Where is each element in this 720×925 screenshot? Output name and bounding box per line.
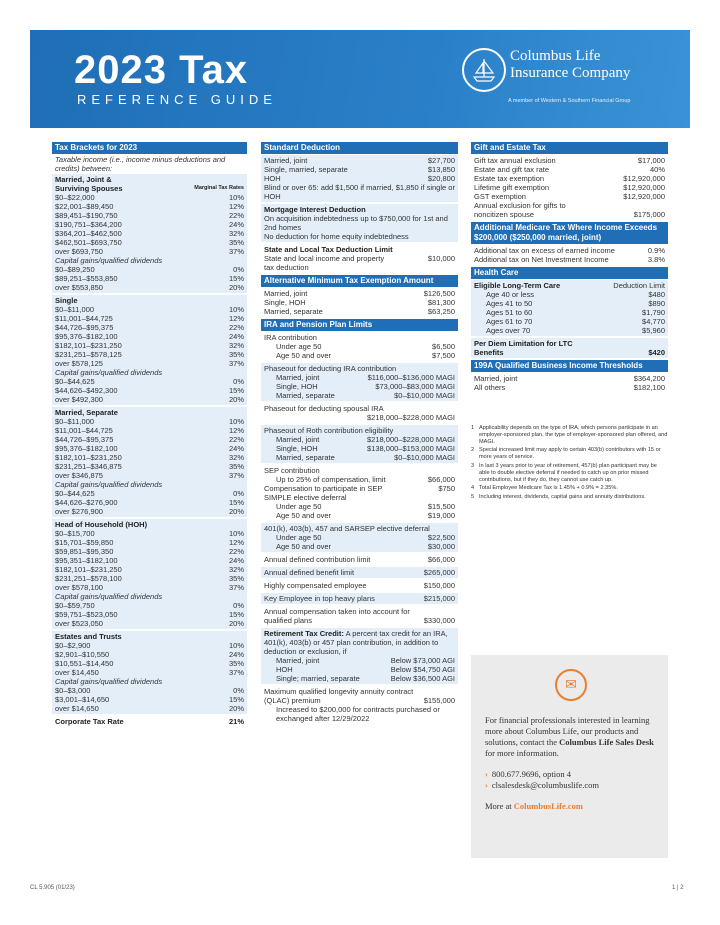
value-row: over $14,650 20% (55, 704, 244, 713)
company-tagline: A member of Western & Southern Financial Group (508, 98, 631, 104)
bracket-group (52, 174, 247, 293)
value-row: $0–$11,000 10% (55, 417, 244, 426)
value-row: $59,751–$523,050 15% (55, 610, 244, 619)
value-row: Under age 50 $22,500 (276, 533, 455, 542)
value-row: $190,751–$364,200 24% (55, 220, 244, 229)
comp-label: Annual compensation taken into account for qualified plans (264, 607, 410, 625)
bracket-group (52, 407, 247, 517)
footnote: 3 In last 3 years prior to year of retirement, 457(b) plan participant may be able to double elective deferral if needed to catch up on prior missed contributions, but if they do, they cannot use catch up. (471, 462, 657, 483)
value-row: Estate tax exemption $12,920,000 (474, 174, 665, 183)
gift-annual-label: Annual exclusion for gifts to noncitizen spouse (474, 201, 566, 219)
retirement-credit-title: Retirement Tax Credit: (264, 629, 344, 638)
capital-gains-label: Capital gains/qualified dividends (55, 480, 163, 489)
sep-label: SEP contribution (264, 466, 320, 475)
gift-health-column (471, 142, 668, 503)
value-row: Age 50 and over $19,000 (276, 511, 455, 520)
footnote: 5 Including interest, dividends, capital gains and annuity distributions. (471, 494, 646, 501)
value-row: $0–$3,000 0% (55, 686, 244, 695)
value-row: $182,101–$231,250 32% (55, 453, 244, 462)
value-row: Age 50 and over $30,000 (276, 542, 455, 551)
value-row: $364,201–$462,500 32% (55, 229, 244, 238)
value-row: Estate and gift tax rate 40% (474, 165, 665, 174)
value-row: All others $182,100 (474, 383, 665, 392)
value-row: Under age 50 $15,500 (276, 502, 455, 511)
footnote-number: 1 (471, 425, 475, 431)
value-row: $462,501–$693,750 35% (55, 238, 244, 247)
standard-deduction-header: Standard Deduction (261, 142, 458, 154)
amt-header: Alternative Minimum Tax Exemption Amount (261, 275, 458, 287)
value-row: Single, married, separate $13,850 (264, 165, 455, 174)
value-row: Ages 51 to 60 $1,790 (486, 308, 665, 317)
value-row: over $276,900 20% (55, 507, 244, 516)
spousal-phaseout-block (261, 403, 458, 423)
value-row: Annual defined benefit limit $265,000 (264, 568, 455, 577)
k401-label: 401(k), 403(b), 457 and SARSEP elective deferral (264, 524, 430, 533)
sep-row: Up to 25% of compensation, limit $66,000 (276, 475, 455, 484)
value-row: HOH Below $54,750 AGI (276, 665, 455, 674)
capital-gains-label: Capital gains/qualified dividends (55, 256, 163, 265)
arrow-icon: › (485, 780, 488, 790)
marginal-rates-label: Marginal Tax Rates (194, 185, 244, 191)
salt-row: State and local income and property tax deduction $10,000 (264, 254, 455, 272)
value-row: $95,351–$182,100 24% (55, 556, 244, 565)
deductions-column (261, 142, 458, 726)
perdiem-label: Per Diem Limitation for LTC Benefits (474, 339, 573, 357)
qlac-value: $155,000 (423, 696, 455, 705)
roth-phaseout-label: Phaseout of Roth contribution eligibility (264, 426, 394, 435)
value-row: Annual defined contribution limit $66,000 (264, 555, 455, 564)
arrow-icon: › (485, 769, 488, 779)
value-row: Ages 61 to 70 $4,770 (486, 317, 665, 326)
value-row: over $346,875 37% (55, 471, 244, 480)
mortgage-line-1: On acquisition indebtedness up to $750,000 for 1st and 2nd homes (264, 214, 448, 232)
value-row: Gift tax annual exclusion $17,000 (474, 156, 665, 165)
value-row: $22,001–$89,450 12% (55, 202, 244, 211)
bracket-group (52, 631, 247, 714)
value-row: $44,626–$276,900 15% (55, 498, 244, 507)
value-row: over $14,450 37% (55, 668, 244, 677)
value-row: $182,101–$231,250 32% (55, 565, 244, 574)
roth-phaseout-block (261, 425, 458, 463)
brackets-intro: Taxable income (i.e., income minus deductions and credits) between: (55, 155, 226, 173)
ltc-label: Eligible Long-Term Care (474, 281, 561, 290)
value-row: over $578,125 37% (55, 359, 244, 368)
value-row: $44,726–$95,375 22% (55, 323, 244, 332)
comp-value: $330,000 (423, 616, 455, 625)
footnote-number: 5 (471, 494, 475, 501)
qlac-block (261, 686, 458, 724)
retirement-credit-block (261, 628, 458, 684)
value-row: $231,251–$578,100 35% (55, 574, 244, 583)
footnote: 2 Special increased limit may apply to certain 403(b) contributors with 15 or more years of service. (471, 447, 661, 461)
website-link[interactable]: ColumbusLife.com (513, 801, 583, 811)
value-row: Lifetime gift exemption $12,920,000 (474, 183, 665, 192)
page-number: 1 | 2 (672, 885, 684, 891)
contact-icon: ✉ (555, 669, 587, 701)
tax-brackets-column (52, 142, 247, 727)
retirement-credit-text: A percent tax credit for an IRA, 401(k), 403(b) or 457 plan contribution, in addition to deduction or exclusion, if (264, 629, 448, 656)
value-row: Married, separate $63,250 (264, 307, 455, 316)
form-number: CL 5.905 (01/23) (30, 885, 75, 891)
bracket-group-title: Single (55, 296, 78, 305)
value-row: Married, joint $218,000–$228,000 MAGI (276, 435, 455, 444)
bracket-group (52, 295, 247, 405)
value-row: Ages 41 to 50 $890 (486, 299, 665, 308)
footnote: 4 Total Employee Medicare Tax is 1.45% + 0.9% = 2.35%. (471, 485, 618, 492)
capital-gains-label: Capital gains/qualified dividends (55, 677, 163, 686)
value-row: Additional tax on excess of earned income 0.9% (474, 246, 665, 255)
ltc-col-label: Deduction Limit (613, 281, 665, 290)
value-row: Single, HOH $81,300 (264, 298, 455, 307)
value-row: over $578,100 37% (55, 583, 244, 592)
email-row[interactable] (485, 780, 655, 791)
sep-comp-row: Compensation to participate in SEP $750 (264, 484, 455, 493)
email-link[interactable]: clsalesdesk@columbuslife.com (491, 780, 600, 790)
value-row: $15,701–$59,850 12% (55, 538, 244, 547)
ira-phaseout-label: Phaseout for deducting IRA contribution (264, 364, 397, 373)
limit-block (261, 567, 458, 578)
value-row: $59,851–$95,350 22% (55, 547, 244, 556)
value-row: GST exemption $12,920,000 (474, 192, 665, 201)
bracket-group-title: Married, Joint & Surviving Spouses Marginal Tax Rates (55, 175, 244, 193)
value-row: $44,726–$95,375 22% (55, 435, 244, 444)
footnote-number: 4 (471, 485, 475, 492)
capital-gains-label: Capital gains/qualified dividends (55, 368, 163, 377)
promo-text: For financial professionals interested in learning more about Columbus Life, our products and solutions, contact the (485, 715, 650, 747)
value-row: over $492,300 20% (55, 395, 244, 404)
value-row: $231,251–$578,125 35% (55, 350, 244, 359)
value-row: Married, joint $27,700 (264, 156, 455, 165)
medicare-header: Additional Medicare Tax Where Income Exceeds $200,000 ($250,000 married, joint) (471, 222, 668, 244)
value-row: $11,001–$44,725 12% (55, 314, 244, 323)
footnotes (471, 425, 668, 501)
value-row: Married, joint $116,000–$136,000 MAGI (276, 373, 455, 382)
value-row: $231,251–$346,875 35% (55, 462, 244, 471)
value-row: over $523,050 20% (55, 619, 244, 628)
bracket-group-title: Married, Separate (55, 408, 118, 417)
bracket-groups (52, 174, 247, 714)
capital-gains-label: Capital gains/qualified dividends (55, 592, 163, 601)
sales-desk-promo (471, 655, 668, 858)
gift-annual-value: $175,000 (633, 210, 665, 219)
qlac-label: Maximum qualified longevity annuity contract (QLAC) premium (264, 687, 414, 705)
corporate-tax-row: Corporate Tax Rate 21% (55, 717, 244, 726)
footnote: 1 Applicability depends on the type of IRA, which persons participate in an employer-sponsored plan, the type of employer-sponsored plan offered, and MAGI. (471, 425, 668, 445)
k401-block (261, 523, 458, 552)
ira-phaseout-block (261, 363, 458, 401)
company-name: Columbus Life Insurance Company (510, 48, 631, 81)
value-row: Age 40 or less $480 (486, 290, 665, 299)
perdiem-value: $420 (648, 348, 665, 357)
qbi-block (471, 373, 668, 393)
qlac-note: Increased to $200,000 for contracts purchased or exchanged after 12/29/2022 (276, 705, 440, 723)
value-row: $11,001–$44,725 12% (55, 426, 244, 435)
perdiem-block (471, 338, 668, 358)
mortgage-line-2: No deduction for home equity indebtedness (264, 232, 409, 241)
value-row: over $693,750 37% (55, 247, 244, 256)
page-subtitle: REFERENCE GUIDE (77, 92, 277, 107)
phone-link[interactable]: 800.677.9696, option 4 (491, 769, 571, 779)
salt-title: State and Local Tax Deduction Limit (264, 245, 393, 254)
gift-header: Gift and Estate Tax (471, 142, 668, 154)
spousal-phaseout-label: Phaseout for deducting spousal IRA (264, 404, 384, 413)
value-row: $89,451–$190,750 22% (55, 211, 244, 220)
value-row: $0–$59,750 0% (55, 601, 244, 610)
value-row: Highly compensated employee $150,000 (264, 581, 455, 590)
value-row: Single, HOH $138,000–$153,000 MAGI (276, 444, 455, 453)
limit-block (261, 580, 458, 591)
page-title: 2023 Tax (74, 48, 249, 92)
gift-block (471, 155, 668, 220)
ira-contrib-label: IRA contribution (264, 333, 317, 342)
value-row: $44,626–$492,300 15% (55, 386, 244, 395)
value-row: $0–$44,625 0% (55, 489, 244, 498)
value-row: Single, HOH $73,000–$83,000 MAGI (276, 382, 455, 391)
spousal-phaseout-value: $218,000–$228,000 MAGI (367, 413, 455, 422)
ship-logo-icon (462, 48, 506, 92)
value-row: $2,901–$10,550 24% (55, 650, 244, 659)
value-row: $0–$89,250 0% (55, 265, 244, 274)
mortgage-block (261, 204, 458, 242)
more-label: More at (485, 801, 512, 811)
value-row: Married, separate $0–$10,000 MAGI (276, 391, 455, 400)
value-row: Married, separate $0–$10,000 MAGI (276, 453, 455, 462)
value-row: $0–$15,700 10% (55, 529, 244, 538)
value-row: HOH $20,800 (264, 174, 455, 183)
health-block (471, 280, 668, 336)
value-row: Age 50 and over $7,500 (276, 351, 455, 360)
limit-block (261, 593, 458, 604)
value-row: $0–$2,900 10% (55, 641, 244, 650)
value-row: Married, joint $364,200 (474, 374, 665, 383)
sep-block (261, 465, 458, 521)
ira-contrib-block (261, 332, 458, 361)
value-row: Single; married, separate Below $36,500 AGI (276, 674, 455, 683)
value-row: $89,251–$553,850 15% (55, 274, 244, 283)
value-row: $10,551–$14,450 35% (55, 659, 244, 668)
comp-block (261, 606, 458, 626)
value-row: $0–$11,000 10% (55, 305, 244, 314)
standard-note: Blind or over 65: add $1,500 if married, $1,850 if single or HOH (264, 183, 455, 201)
medicare-block (471, 245, 668, 265)
amt-block (261, 288, 458, 317)
bracket-group-title: Estates and Trusts (55, 632, 122, 641)
phone-row[interactable] (485, 769, 655, 780)
value-row: Additional tax on Net Investment Income 3.8% (474, 255, 665, 264)
banner (30, 30, 690, 128)
value-row: $95,376–$182,100 24% (55, 444, 244, 453)
value-row: $0–$22,000 10% (55, 193, 244, 202)
health-header: Health Care (471, 267, 668, 279)
bracket-group (52, 519, 247, 629)
footnote-number: 2 (471, 447, 475, 454)
limit-block (261, 554, 458, 565)
value-row: Under age 50 $6,500 (276, 342, 455, 351)
bracket-group-title: Head of Household (HOH) (55, 520, 148, 529)
value-row: Key Employee in top heavy plans $215,000 (264, 594, 455, 603)
promo-desk: Columbus Life Sales Desk (559, 737, 654, 747)
standard-deduction-block (261, 155, 458, 202)
value-row: Ages over 70 $5,960 (486, 326, 665, 335)
mortgage-title: Mortgage Interest Deduction (264, 205, 366, 214)
value-row: $182,101–$231,250 32% (55, 341, 244, 350)
footnote-number: 3 (471, 462, 475, 469)
qbi-header: 199A Qualified Business Income Thresholds (471, 360, 668, 372)
salt-block (261, 244, 458, 273)
value-row: Married, joint Below $73,000 AGI (276, 656, 455, 665)
value-row: Married, joint $126,500 (264, 289, 455, 298)
tax-brackets-header: Tax Brackets for 2023 (52, 142, 247, 154)
ira-header: IRA and Pension Plan Limits (261, 319, 458, 331)
value-row: over $553,850 20% (55, 283, 244, 292)
simple-label: SIMPLE elective deferral (264, 493, 347, 502)
value-row: $95,376–$182,100 24% (55, 332, 244, 341)
promo-text-2: for more information. (485, 748, 559, 758)
value-row: $3,001–$14,650 15% (55, 695, 244, 704)
value-row: $0–$44,625 0% (55, 377, 244, 386)
